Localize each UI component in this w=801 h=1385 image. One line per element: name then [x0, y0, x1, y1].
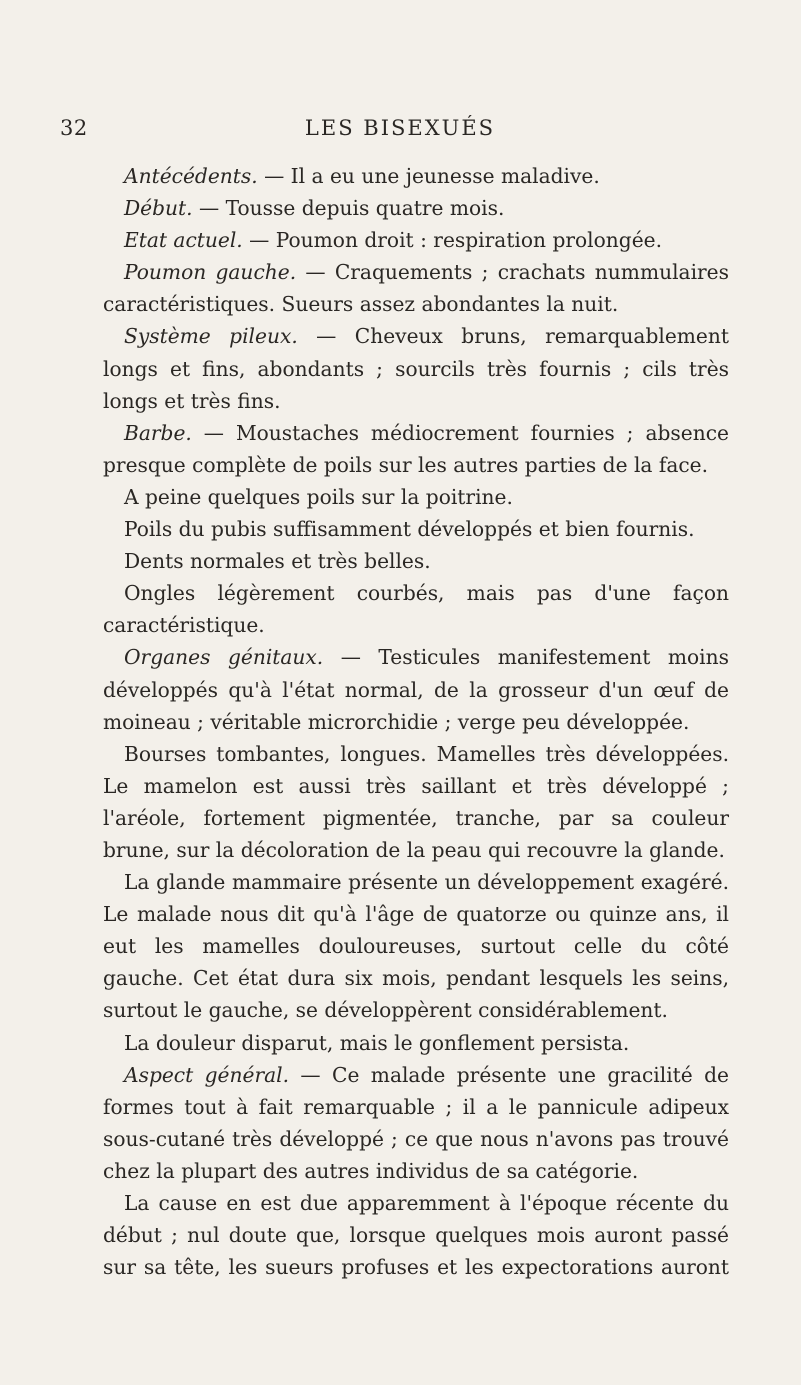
paragraph-text: Bourses tombantes, longues. Mamelles très développées. Le mamelon est aussi très saillant et très développé ; l'aréole, fortement pigmentée, tranche, par sa couleur brune, sur la décoloration de la peau qui recouvre la glande.: [103, 741, 729, 862]
paragraph-text: — Ce malade présente une gracilité de formes tout à fait remarquable ; il a le pannicule adipeux sous-cutané très développé ; ce que nous n'avons pas trouvé chez la plupart des autres individus de sa catégorie.: [103, 1062, 729, 1183]
paragraph-text: — Il a eu une jeunesse maladive.: [257, 164, 600, 188]
paragraph-term: Aspect général.: [124, 1062, 290, 1087]
paragraph-text: La cause en est due apparemment à l'époque récente du début ; nul doute que, lorsque quelques mois auront passé sur sa tête, les sueurs profuses et les expectorations auront: [103, 1191, 729, 1280]
paragraph-term: Etat actuel.: [124, 228, 243, 253]
paragraph-dents: [103, 545, 729, 577]
paragraph-systeme-pileux: [103, 320, 729, 416]
paragraph-text: — Poumon droit : respiration prolongée.: [242, 228, 663, 253]
paragraph-aspect-general: [103, 1059, 729, 1187]
running-title: LES BISEXUÉS: [304, 116, 496, 140]
paragraph-text: — Moustaches médiocrement fournies ; absence presque complète de poils sur les autres parties de la face.: [103, 420, 729, 477]
paragraph-text: Dents normales et très belles.: [124, 549, 431, 574]
paragraph-poitrine: [103, 481, 729, 513]
paragraph-term: Poumon gauche.: [124, 260, 297, 285]
page-header: [60, 116, 740, 146]
paragraph-douleur: [103, 1027, 729, 1059]
paragraph-term: Barbe.: [124, 420, 192, 445]
paragraph-organes-genitaux: [103, 641, 729, 737]
paragraph-text: — Craquements ; crachats nummulaires caractéristiques. Sueurs assez abondantes la nuit.: [103, 260, 729, 317]
paragraph-poumon-gauche: [103, 256, 729, 320]
paragraph-text: — Tousse depuis quatre mois.: [192, 196, 505, 221]
paragraph-ongles: [103, 577, 729, 641]
paragraph-term: Début.: [124, 196, 193, 221]
paragraph-cause: [103, 1187, 729, 1283]
body-text: [103, 160, 729, 1283]
paragraph-text: A peine quelques poils sur la poitrine.: [124, 484, 513, 509]
paragraph-bourses: [103, 738, 729, 866]
paragraph-term: Système pileux.: [124, 324, 298, 349]
paragraph-text: La douleur disparut, mais le gonflement persista.: [124, 1030, 630, 1055]
paragraph-etat-actuel: [103, 224, 729, 256]
paragraph-glande-mammaire: [103, 866, 729, 1026]
paragraph-text: La glande mammaire présente un développement exagéré. Le malade nous dit qu'à l'âge de quatorze ou quinze ans, il eut les mamelles douloureuses, surtout celle du côté gauche. Cet état dura six mois, pendant lesquels les seins, surtout le gauche, se développèrent considérablement.: [103, 870, 729, 1023]
paragraph-term: Antécédents.: [124, 164, 258, 188]
paragraph-antecedents: [103, 160, 729, 192]
paragraph-text: — Cheveux bruns, remarquablement longs et fins, abondants ; sourcils très fournis ; cils très longs et très fins.: [103, 324, 729, 413]
paragraph-term: Organes génitaux.: [124, 645, 324, 670]
paragraph-pubis: [103, 513, 729, 545]
paragraph-barbe: [103, 417, 729, 481]
paragraph-text: — Testicules manifestement moins développés qu'à l'état normal, de la grosseur d'un œuf de moineau ; véritable microrchidie ; verge peu développée.: [103, 645, 729, 734]
page-number: 32: [60, 116, 88, 140]
paragraph-text: Ongles légèrement courbés, mais pas d'une façon caractéristique.: [103, 581, 729, 638]
paragraph-debut: [103, 192, 729, 224]
paragraph-text: Poils du pubis suffisamment développés et bien fournis.: [124, 517, 695, 542]
